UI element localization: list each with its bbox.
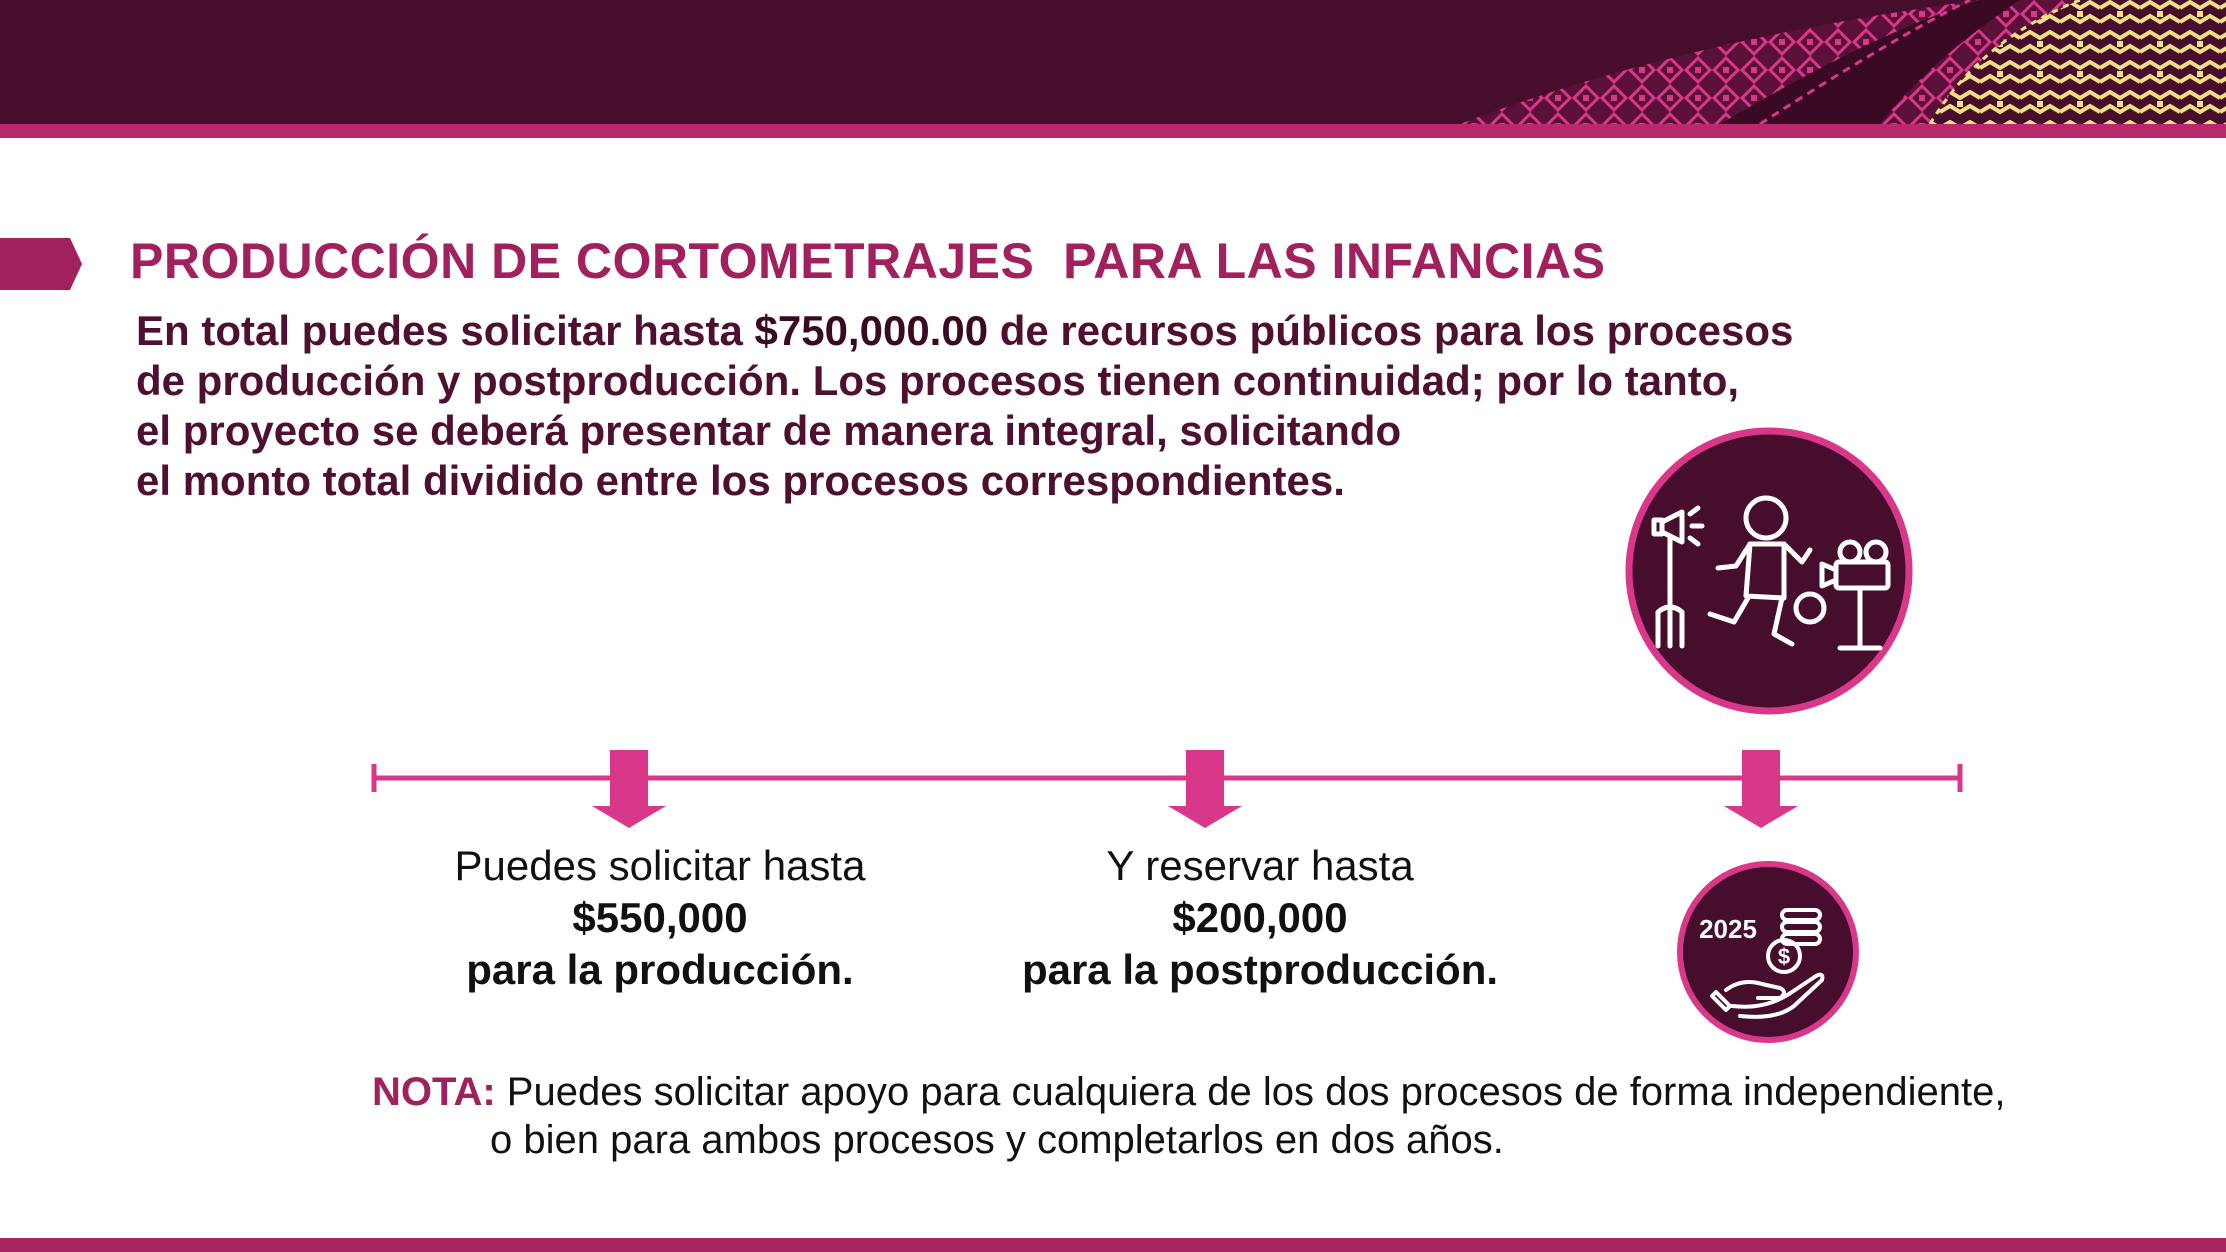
production-amount: $550,000 xyxy=(572,894,748,941)
note-line-1 xyxy=(372,1070,2006,1114)
production-step-line3: para la producción. xyxy=(466,946,854,993)
production-step-line1: Puedes solicitar hasta xyxy=(454,842,866,889)
title-marker-tab xyxy=(0,238,82,290)
top-accent-stripe xyxy=(0,124,2226,138)
intro-line-3: el proyecto se deberá presentar de manera integral, solicitando xyxy=(136,407,1402,454)
decorative-textile-pattern xyxy=(1460,0,2226,124)
postproduction-step-line1: Y reservar hasta xyxy=(1106,842,1414,889)
intro-line-4: el monto total dividido entre los procesos correspondientes. xyxy=(136,457,1345,504)
note-line-2: o bien para ambos procesos y completarlos en dos años. xyxy=(490,1118,1504,1162)
intro-line-1-pre: En total puedes solicitar hasta xyxy=(136,307,755,354)
funding-timeline xyxy=(360,742,1970,842)
badge-year: 2025 xyxy=(1699,914,1757,944)
timeline-arrow-postproduction xyxy=(1168,750,1242,828)
funding-2025-badge xyxy=(1676,860,1860,1044)
bottom-accent-stripe xyxy=(0,1238,2226,1252)
note-paragraph xyxy=(372,1068,2072,1164)
note-line-1-text: Puedes solicitar apoyo para cualquiera de los dos procesos de forma independiente, xyxy=(495,1070,2006,1114)
postproduction-step-line3: para la postproducción. xyxy=(1021,946,1499,993)
film-production-illustration xyxy=(1624,426,1914,716)
page-title: PRODUCCIÓN DE CORTOMETRAJES PARA LAS INFANCIAS xyxy=(130,233,1606,289)
postproduction-amount: $200,000 xyxy=(1172,894,1348,941)
timeline-arrow-2025 xyxy=(1724,750,1798,828)
intro-line-2: de producción y postproducción. Los procesos tienen continuidad; por lo tanto, xyxy=(136,357,1740,404)
postproduction-step xyxy=(960,840,1560,996)
svg-text:$: $ xyxy=(1777,944,1791,969)
production-step xyxy=(400,840,920,996)
note-label: NOTA: xyxy=(372,1070,496,1114)
intro-paragraph xyxy=(136,306,1836,506)
total-amount: $750,000.00 xyxy=(754,307,989,354)
intro-line-1-post: de recursos públicos para los procesos xyxy=(988,307,1794,354)
intro-line-1 xyxy=(136,306,1836,356)
timeline-arrow-production xyxy=(592,750,666,828)
